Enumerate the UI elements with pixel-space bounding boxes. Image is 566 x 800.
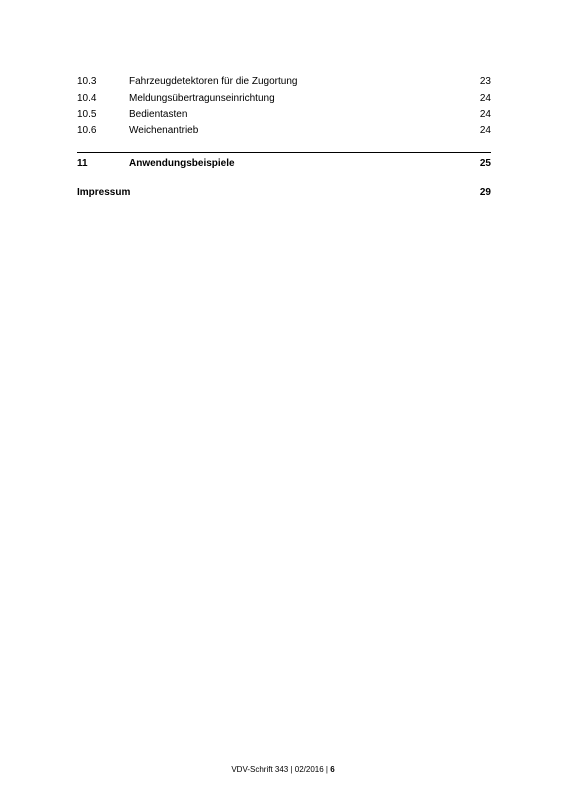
toc-chapter-entry[interactable]	[77, 156, 491, 172]
toc-impressum-entry[interactable]	[77, 185, 491, 201]
toc-entry-page: 24	[479, 93, 491, 104]
toc-entry-page: 23	[479, 76, 491, 87]
toc-entry-page: 24	[479, 109, 491, 120]
toc-entry[interactable]	[77, 107, 491, 123]
toc-entry[interactable]	[77, 74, 491, 90]
toc-entry-title: Weichenantrieb	[129, 125, 199, 136]
toc-chapter-page: 25	[479, 158, 491, 169]
footer-page-number: 6	[330, 765, 335, 774]
toc-entry-number: 10.3	[77, 76, 97, 87]
toc-entry[interactable]	[77, 91, 491, 107]
toc-entry-page: 24	[479, 125, 491, 136]
toc-chapter-title: Anwendungsbeispiele	[129, 158, 235, 169]
toc-entry-title: Bedientasten	[129, 109, 188, 120]
toc-entry-title: Meldungsübertragunseinrichtung	[129, 93, 275, 104]
toc-chapter-number: 11	[77, 158, 88, 169]
toc-entry-number: 10.5	[77, 109, 97, 120]
toc-impressum-page: 29	[479, 187, 491, 198]
toc-entry-number: 10.6	[77, 125, 97, 136]
toc-entry-number: 10.4	[77, 93, 97, 104]
toc-impressum-title: Impressum	[77, 187, 131, 198]
toc-entry[interactable]	[77, 123, 491, 139]
footer-document-info: VDV-Schrift 343 | 02/2016 |	[231, 765, 331, 774]
toc-entry-title: Fahrzeugdetektoren für die Zugortung	[129, 76, 298, 87]
chapter-divider	[77, 152, 491, 153]
page-footer	[0, 764, 566, 776]
